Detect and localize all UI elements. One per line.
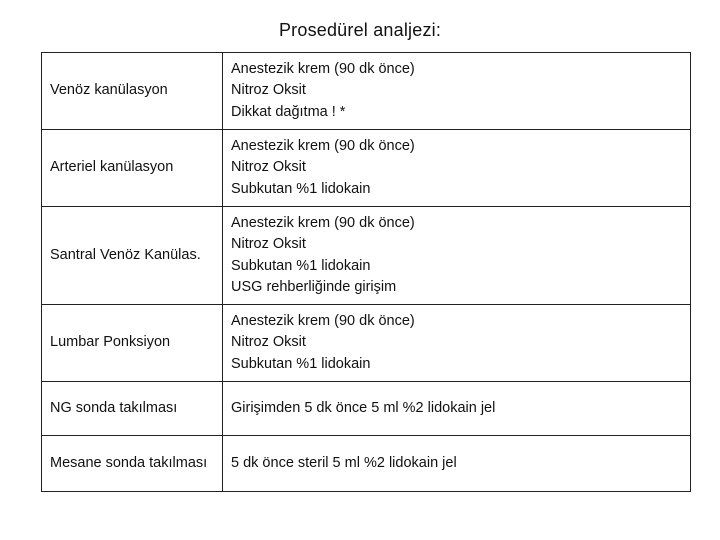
procedure-label: Venöz kanülasyon <box>50 82 168 99</box>
procedure-label: Arteriel kanülasyon <box>50 159 174 176</box>
methods-cell <box>223 53 691 130</box>
procedure-cell <box>42 207 223 305</box>
methods-cell <box>223 382 691 436</box>
method-line: Nitroz Oksit <box>231 236 306 252</box>
table-row <box>42 305 691 382</box>
table-row <box>42 53 691 130</box>
procedure-label: Lumbar Ponksiyon <box>50 334 171 351</box>
method-line: Anestezik krem (90 dk önce) <box>231 60 415 77</box>
procedure-cell <box>42 382 223 436</box>
method-line: Dikkat dağıtma ! * <box>231 103 346 120</box>
method-line: 5 dk önce steril 5 ml %2 lidokain jel <box>231 454 457 471</box>
page-title: Prosedürel analjezi: <box>278 20 442 40</box>
method-line: Nitroz Oksit <box>231 334 306 351</box>
table-row <box>42 436 691 492</box>
table-row <box>42 130 691 207</box>
procedure-label: NG sonda takılması <box>50 399 178 416</box>
method-line: Nitroz Oksit <box>231 82 306 99</box>
method-line: Subkutan %1 lidokain <box>231 355 371 372</box>
procedure-cell <box>42 130 223 207</box>
procedure-cell <box>42 436 223 492</box>
procedure-label: Mesane sonda takılması <box>50 454 208 471</box>
table-row <box>42 382 691 436</box>
methods-cell <box>223 436 691 492</box>
method-line: Anestezik krem (90 dk önce) <box>231 214 415 231</box>
method-line: USG rehberliğinde girişim <box>231 279 397 295</box>
methods-cell <box>223 130 691 207</box>
method-line: Subkutan %1 lidokain <box>231 180 371 197</box>
method-line: Anestezik krem (90 dk önce) <box>231 137 415 154</box>
methods-cell <box>223 207 691 305</box>
method-line: Subkutan %1 lidokain <box>231 257 371 274</box>
procedure-cell <box>42 305 223 382</box>
analgesia-table <box>41 52 691 492</box>
procedure-cell <box>42 53 223 130</box>
methods-cell <box>223 305 691 382</box>
method-line: Girişimden 5 dk önce 5 ml %2 lidokain jel <box>231 399 496 416</box>
method-line: Anestezik krem (90 dk önce) <box>231 312 415 329</box>
method-line: Nitroz Oksit <box>231 159 306 176</box>
procedure-label: Santral Venöz Kanülas. <box>50 246 201 263</box>
table-row <box>42 207 691 305</box>
